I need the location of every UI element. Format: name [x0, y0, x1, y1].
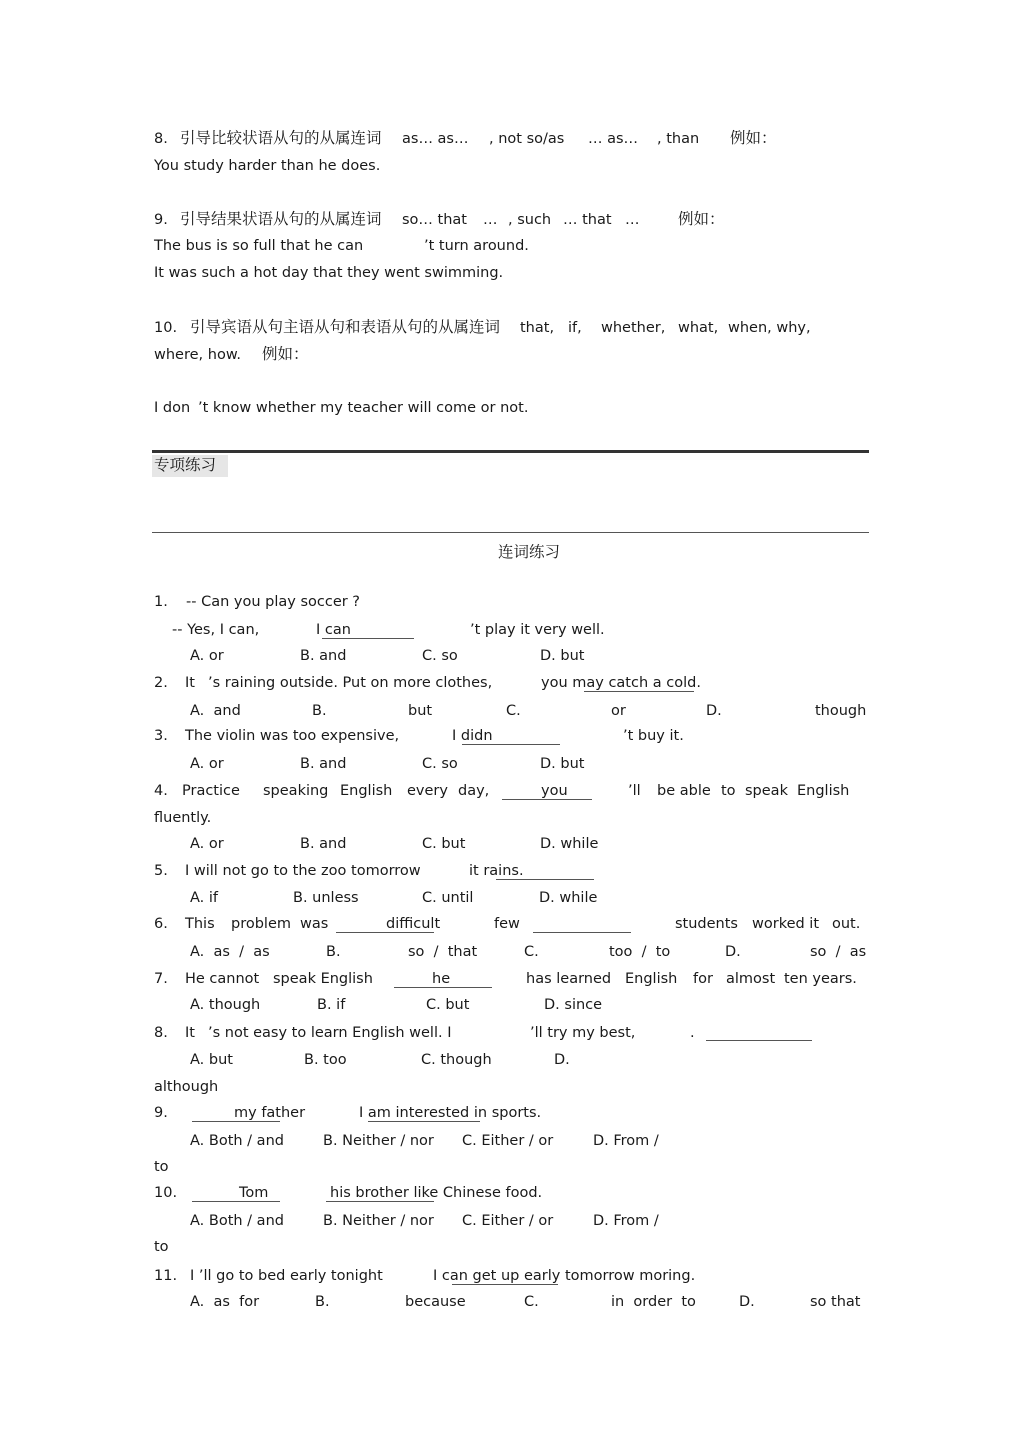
question-text: English: [797, 783, 850, 799]
option-b: B. Neither / nor: [323, 1213, 434, 1229]
exercise-title: 连词练习: [498, 543, 561, 561]
option-d: D. while: [539, 890, 598, 906]
question-text: worked it: [752, 916, 820, 932]
question-number: 4.: [154, 783, 168, 799]
question-text: students: [675, 916, 738, 932]
question-text: for: [693, 971, 713, 987]
answer-blank: it rains.: [469, 863, 524, 879]
option-a: A. but: [190, 1052, 233, 1068]
question-text: The violin was too expensive,: [185, 728, 400, 744]
example-sentence: ’t turn around.: [424, 238, 529, 254]
answer-blank: difficult: [386, 916, 441, 932]
option-d: D. but: [540, 648, 585, 664]
conjunction: , than: [657, 131, 700, 147]
conjunction: if,: [568, 320, 582, 336]
blank-underline: [502, 799, 592, 800]
option-d-text: although: [154, 1079, 219, 1095]
option-d-text: to: [154, 1159, 169, 1175]
option-b: B. and: [300, 836, 347, 852]
option-c: C. Either / or: [462, 1133, 554, 1149]
option-d-text: so that: [810, 1294, 861, 1310]
item-title: 引导比较状语从句的从属连词: [180, 129, 382, 147]
blank-underline: [706, 1040, 812, 1041]
question-text: He cannot: [185, 971, 260, 987]
option-a: A. though: [190, 997, 261, 1013]
answer-blank: Tom: [239, 1185, 269, 1201]
option-a: A. Both / and: [190, 1133, 284, 1149]
blank-underline: [462, 744, 560, 745]
option-c: C. though: [421, 1052, 492, 1068]
option-d: D. while: [540, 836, 599, 852]
question-text: I ’ll go to bed early tonight: [190, 1268, 383, 1284]
option-d: D.: [739, 1294, 755, 1310]
option-b: B.: [312, 703, 327, 719]
option-c: C. until: [422, 890, 474, 906]
option-d: D. From /: [593, 1213, 659, 1229]
option-c-text: in order to: [611, 1294, 696, 1310]
option-d: D. since: [544, 997, 603, 1013]
question-text: It: [185, 1025, 195, 1041]
blank-underline: [452, 1284, 558, 1285]
example-sentence: You study harder than he does.: [154, 158, 381, 174]
question-text: ’ll try my best,: [530, 1025, 636, 1041]
question-text: every: [407, 783, 448, 799]
item-number: 10.: [154, 320, 178, 336]
option-c: C. but: [422, 836, 466, 852]
option-d-text: so / as: [810, 944, 867, 960]
example-sentence: The bus is so full that he can: [154, 238, 364, 254]
option-a: A. or: [190, 836, 224, 852]
question-text: problem: [231, 916, 291, 932]
question-text: ’s raining outside. Put on more clothes,: [208, 675, 493, 691]
question-text: be able: [657, 783, 711, 799]
question-text: was: [300, 916, 329, 932]
option-b: B. if: [317, 997, 346, 1013]
question-text: English: [340, 783, 393, 799]
question-text: to: [721, 783, 736, 799]
conjunction: , not so/as: [489, 131, 565, 147]
option-c: C.: [524, 944, 539, 960]
option-d-text: to: [154, 1239, 169, 1255]
question-text: Practice: [182, 783, 240, 799]
question-text: .: [690, 1025, 695, 1041]
blank-underline: [533, 932, 631, 933]
example-label: 例如：: [730, 129, 777, 147]
option-c: C.: [506, 703, 521, 719]
question-text: ’ll: [628, 783, 641, 799]
conjunction: that,: [520, 320, 555, 336]
answer-blank: my father: [234, 1105, 306, 1121]
option-b-text: so / that: [408, 944, 478, 960]
question-text: It: [185, 675, 195, 691]
question-text: speak English: [273, 971, 373, 987]
conjunction: , such: [508, 212, 552, 228]
option-b-text: because: [405, 1294, 466, 1310]
blank-underline: [394, 987, 492, 988]
question-text: you may catch a cold.: [541, 675, 701, 691]
example-sentence: I don: [154, 400, 191, 416]
question-text: -- Can you play soccer ?: [186, 594, 360, 610]
conjunction: …: [625, 212, 640, 228]
conjunction: where, how.: [154, 347, 241, 363]
option-c-text: or: [611, 703, 626, 719]
option-d-text: though: [815, 703, 867, 719]
option-a: A. as for: [190, 1294, 260, 1310]
example-label: 例如：: [262, 345, 309, 363]
blank-underline: [192, 1121, 280, 1122]
blank-underline: [192, 1201, 280, 1202]
option-d: D. From /: [593, 1133, 659, 1149]
option-b-text: but: [408, 703, 433, 719]
option-a: A. or: [190, 648, 224, 664]
section-heading: 专项练习: [154, 456, 217, 474]
blank-underline: [496, 879, 594, 880]
question-text: his brother like Chinese food.: [330, 1185, 543, 1201]
option-b: B. too: [304, 1052, 347, 1068]
question-number: 6.: [154, 916, 168, 932]
question-text: I can get up early tomorrow moring.: [433, 1268, 696, 1284]
question-text: ’s not easy to learn English well. I: [208, 1025, 452, 1041]
blank-underline: [326, 1201, 434, 1202]
answer-blank: I can: [316, 622, 351, 638]
answer-blank: you: [541, 783, 568, 799]
question-number: 3.: [154, 728, 168, 744]
item-number: 8.: [154, 131, 168, 147]
option-a: A. if: [190, 890, 219, 906]
blank-underline: [336, 932, 434, 933]
option-a: A. or: [190, 756, 224, 772]
option-c: C.: [524, 1294, 539, 1310]
option-a: A. Both / and: [190, 1213, 284, 1229]
example-sentence: ’t know whether my teacher will come or not.: [198, 400, 529, 416]
option-b: B. and: [300, 756, 347, 772]
item-number: 9.: [154, 212, 168, 228]
conjunction: … that: [563, 212, 612, 228]
conjunction: what,: [678, 320, 719, 336]
option-d: D.: [725, 944, 741, 960]
example-sentence: It was such a hot day that they went swimming.: [154, 265, 504, 281]
option-c: C. but: [426, 997, 470, 1013]
conjunction: …: [483, 212, 498, 228]
blank-underline: [584, 691, 694, 692]
conjunction: whether,: [601, 320, 666, 336]
conjunction: when, why,: [728, 320, 811, 336]
item-title: 引导结果状语从句的从属连词: [180, 210, 382, 228]
question-text: I will not go to the zoo tomorrow: [185, 863, 421, 879]
answer-blank: I didn: [452, 728, 493, 744]
question-text: English: [625, 971, 678, 987]
question-text: ten years.: [784, 971, 857, 987]
option-d: D. but: [540, 756, 585, 772]
question-text: day,: [458, 783, 490, 799]
question-number: 5.: [154, 863, 168, 879]
divider-thick: [152, 450, 869, 453]
option-a: A. and: [190, 703, 241, 719]
question-text: has learned: [526, 971, 612, 987]
blank-underline: [322, 638, 414, 639]
option-b: B. Neither / nor: [323, 1133, 434, 1149]
question-number: 7.: [154, 971, 168, 987]
option-d: D.: [554, 1052, 570, 1068]
option-a: A. as / as: [190, 944, 270, 960]
question-number: 1.: [154, 594, 168, 610]
question-text: fluently.: [154, 810, 212, 826]
question-text: I am interested in sports.: [359, 1105, 542, 1121]
question-text: ’t buy it.: [623, 728, 684, 744]
question-text: ’t play it very well.: [470, 622, 605, 638]
blank-underline: [368, 1121, 480, 1122]
option-c-text: too / to: [609, 944, 671, 960]
example-label: 例如：: [678, 210, 725, 228]
question-text: -- Yes, I can,: [172, 622, 260, 638]
option-b: B.: [315, 1294, 330, 1310]
option-c: C. so: [422, 648, 458, 664]
option-d: D.: [706, 703, 722, 719]
divider-thin: [152, 532, 869, 533]
option-c: C. so: [422, 756, 458, 772]
option-c: C. Either / or: [462, 1213, 554, 1229]
question-text: few: [494, 916, 520, 932]
question-text: speaking: [263, 783, 329, 799]
question-text: almost: [726, 971, 776, 987]
option-b: B.: [326, 944, 341, 960]
question-number: 2.: [154, 675, 168, 691]
option-b: B. and: [300, 648, 347, 664]
question-number: 11.: [154, 1268, 178, 1284]
question-text: out.: [832, 916, 861, 932]
question-number: 9.: [154, 1105, 168, 1121]
question-number: 8.: [154, 1025, 168, 1041]
conjunction: as… as…: [402, 131, 469, 147]
question-text: speak: [745, 783, 788, 799]
question-number: 10.: [154, 1185, 178, 1201]
item-title: 引导宾语从句主语从句和表语从句的从属连词: [190, 318, 501, 336]
question-text: This: [185, 916, 215, 932]
conjunction: so… that: [402, 212, 467, 228]
answer-blank: he: [432, 971, 451, 987]
option-b: B. unless: [293, 890, 359, 906]
conjunction: … as…: [588, 131, 639, 147]
